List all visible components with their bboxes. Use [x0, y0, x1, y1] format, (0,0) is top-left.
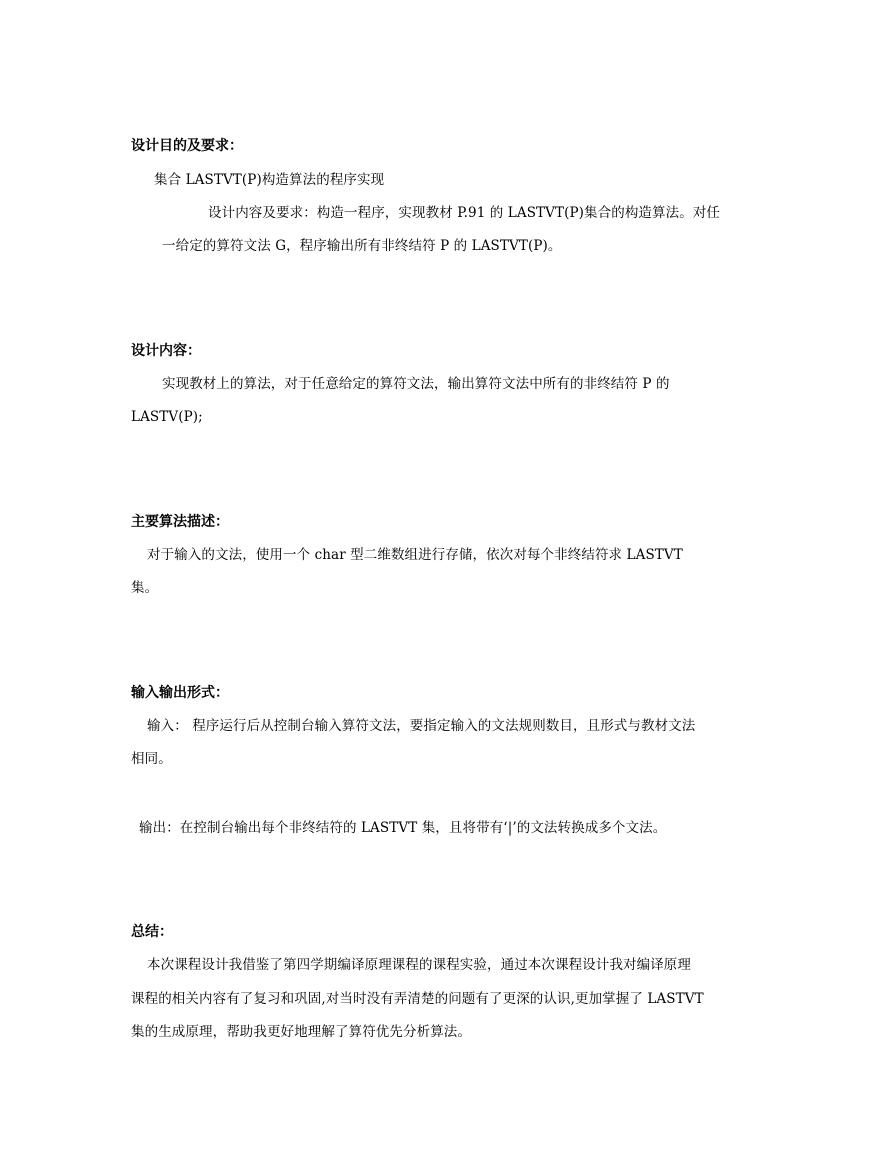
- io-line-3: 输出：在控制台输出每个非终结符的 LASTVT 集，且将带有‘|’的文法转换成多个文法。: [139, 820, 667, 836]
- algorithm-line-2: 集。: [131, 580, 159, 596]
- summary-heading: 总结：: [131, 924, 173, 940]
- io-line-2: 相同。: [131, 751, 172, 767]
- content-line-2: LASTV(P);: [131, 409, 203, 425]
- io-heading: 输入输出形式：: [131, 685, 229, 701]
- content-heading: 设计内容：: [131, 343, 201, 359]
- summary-line-1: 本次课程设计我借鉴了第四学期编译原理课程的课程实验，通过本次课程设计我对编译原理: [147, 957, 691, 973]
- purpose-line-2: 设计内容及要求：构造一程序，实现教材 P.91 的 LASTVT(P)集合的构造算法。对任: [208, 205, 721, 221]
- summary-line-2: 课程的相关内容有了复习和巩固,对当时没有弄清楚的问题有了更深的认识,更加掌握了 LASTVT: [131, 991, 704, 1007]
- algorithm-line-1: 对于输入的文法，使用一个 char 型二维数组进行存储，依次对每个非终结符求 LASTVT: [147, 547, 683, 563]
- purpose-heading: 设计目的及要求：: [131, 138, 243, 154]
- purpose-line-1: 集合 LASTVT(P)构造算法的程序实现: [154, 172, 385, 188]
- content-line-1: 实现教材上的算法，对于任意给定的算符文法，输出算符文法中所有的非终结符 P 的: [162, 376, 670, 392]
- algorithm-heading: 主要算法描述：: [131, 514, 229, 530]
- io-line-1: 输入： 程序运行后从控制台输入算符文法，要指定输入的文法规则数目，且形式与教材文法: [147, 718, 696, 734]
- summary-line-3: 集的生成原理，帮助我更好地理解了算符优先分析算法。: [131, 1024, 471, 1040]
- purpose-line-3: 一给定的算符文法 G，程序输出所有非终结符 P 的 LASTVT(P)。: [162, 238, 562, 254]
